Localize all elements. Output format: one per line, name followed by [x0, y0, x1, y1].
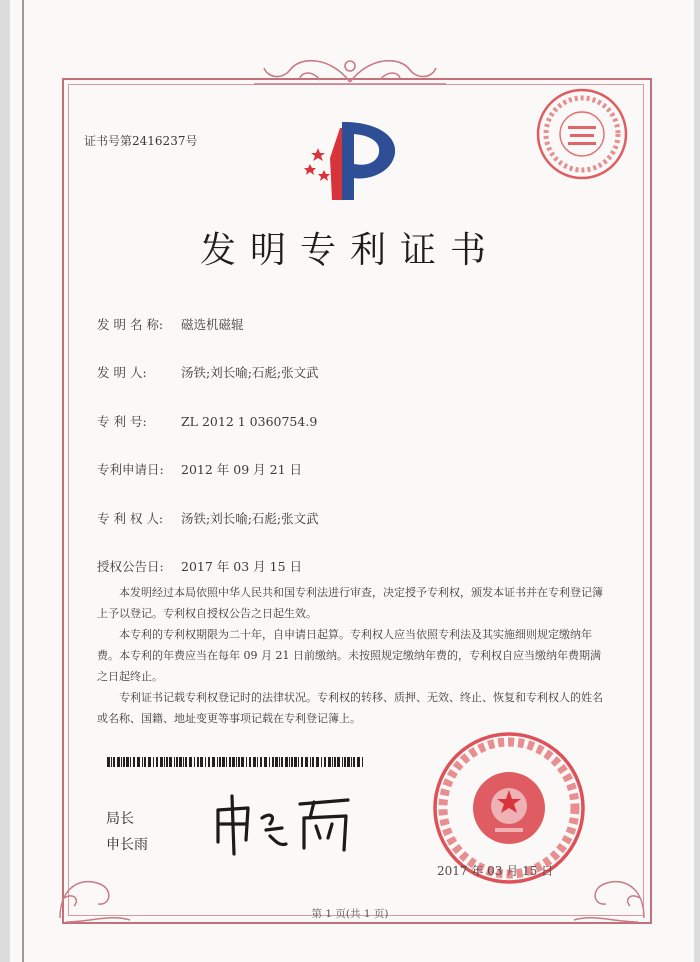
barcode-bar [253, 757, 256, 767]
barcode-bar [337, 757, 340, 767]
barcode-bar [272, 757, 274, 767]
field-label: 专利申请日: [97, 462, 164, 477]
body-paragraph-3: 专利证书记载专利权登记时的法律状况。专利权的转移、质押、无效、终止、恢复和专利权人的姓名或名称、国籍、地址变更等事项记载在专利登记簿上。 [97, 691, 603, 725]
barcode-bar [217, 757, 218, 767]
barcode-bar [205, 757, 206, 767]
barcode-bar [166, 757, 168, 767]
field-value: 2012 年 09 月 21 日 [181, 462, 302, 477]
barcode-bar [174, 757, 175, 767]
barcode-bar [222, 757, 225, 767]
barcode-bar [236, 757, 237, 767]
field-label: 专 利 权 人: [97, 511, 164, 526]
barcode-bar [332, 757, 333, 767]
barcode-bar [264, 757, 267, 767]
barcode-bar [246, 757, 247, 767]
barcode-bar [257, 757, 258, 767]
field-value: ZL 2012 1 0360754.9 [181, 414, 318, 429]
barcode-bar [289, 757, 290, 767]
barcode-bar [185, 757, 187, 767]
body-paragraph-1: 本发明经过本局依照中华人民共和国专利法进行审查，决定授予专利权，颁发本证书并在专利登记簿上予以登记。专利权自授权公告之日起生效。 [97, 586, 603, 620]
scan-edge [22, 0, 24, 962]
barcode-bar [194, 757, 195, 767]
barcode-bar [362, 757, 363, 767]
seal-date: 2017 年 03 月 15 日 [437, 864, 554, 878]
barcode-bar [351, 757, 352, 767]
barcode-bar [281, 757, 283, 767]
barcode-bar [156, 757, 158, 767]
field-label: 授权公告日: [97, 559, 164, 574]
barcode-bar [148, 757, 151, 767]
cert-no-value: 2416237 [132, 134, 186, 148]
agency-seal [534, 86, 630, 182]
barcode-bar [197, 757, 199, 767]
director-signature [208, 790, 358, 858]
top-ornament [250, 52, 450, 88]
barcode-bar [232, 757, 235, 767]
barcode-bar [179, 757, 182, 767]
body-paragraph-2: 本专利的专利权期限为二十年，自申请日起算。专利权人应当依照专利法及其实施细则规定缴纳年费。本专利的年费应当在每年 09 月 21 日前缴纳。未按照规定缴纳年费的，专利权自应当缴纳年费期满之日起终止。 [97, 628, 601, 683]
barcode-bar [334, 757, 336, 767]
barcode-bar [111, 757, 112, 767]
patent-office-logo [302, 118, 406, 202]
barcode-bar [208, 757, 210, 767]
barcode-bar [200, 757, 203, 767]
barcode-bar [153, 757, 154, 767]
barcode-bar [183, 757, 184, 767]
barcode-bar [126, 757, 129, 767]
barcode-bar [107, 757, 110, 767]
field-grant-date [97, 557, 302, 575]
director-name: 申长雨 [106, 837, 148, 853]
field-label: 发 明 人: [97, 365, 147, 380]
barcode-bar [121, 757, 122, 767]
field-value: 汤铁;刘长喻;石彪;张文武 [181, 365, 319, 380]
barcode-bar [275, 757, 278, 767]
barcode-bar [353, 757, 355, 767]
barcode-bar [117, 757, 120, 767]
barcode-bar [342, 757, 343, 767]
barcode-bar [260, 757, 262, 767]
barcode-bar [324, 757, 326, 767]
barcode-bar [133, 757, 135, 767]
barcode-bar [144, 757, 146, 767]
barcode-bar [137, 757, 140, 767]
barcode-bar [316, 757, 319, 767]
field-patentee [97, 509, 319, 527]
barcode-bar [321, 757, 322, 767]
field-patent-number [97, 412, 317, 430]
field-filing-date [97, 460, 302, 478]
barcode-bar [229, 757, 231, 767]
barcode-bar [130, 757, 131, 767]
barcode-bar [142, 757, 143, 767]
cert-no-label: 证书号第 [84, 134, 133, 148]
barcode-bar [305, 757, 308, 767]
barcode-bar [176, 757, 178, 767]
field-inventors [97, 363, 319, 381]
page-title: 发明专利证书 [199, 230, 500, 271]
barcode-bar [312, 757, 314, 767]
cert-no-suffix: 号 [185, 134, 198, 148]
field-value: 磁选机磁辊 [181, 317, 244, 332]
barcode-bar [310, 757, 311, 767]
barcode-bar [344, 757, 346, 767]
barcode-bar [291, 757, 293, 767]
barcode-bar [160, 757, 163, 767]
field-label: 发 明 名 称: [97, 317, 164, 332]
barcode-bar [219, 757, 221, 767]
barcode-bar [357, 757, 360, 767]
barcode-bar [169, 757, 172, 767]
barcode-bar [285, 757, 288, 767]
barcode-bar [328, 757, 331, 767]
field-invention-name [97, 315, 244, 333]
certificate-number [84, 132, 197, 149]
barcode-bar [294, 757, 297, 767]
barcode [107, 757, 365, 767]
barcode-bar [238, 757, 240, 767]
barcode-bar [123, 757, 125, 767]
barcode-bar [249, 757, 251, 767]
barcode-bar [301, 757, 303, 767]
barcode-bar [189, 757, 192, 767]
barcode-bar [269, 757, 270, 767]
barcode-bar [298, 757, 299, 767]
field-label: 专 利 号: [97, 414, 147, 429]
field-value: 2017 年 03 月 15 日 [181, 559, 302, 574]
barcode-bar [113, 757, 115, 767]
director-title: 局长 [106, 811, 134, 827]
barcode-bar [212, 757, 215, 767]
barcode-bar [164, 757, 165, 767]
barcode-bar [279, 757, 280, 767]
field-value: 汤铁;刘长喻;石彪;张文武 [181, 511, 319, 526]
barcode-bar [226, 757, 227, 767]
page-number: 第 1 页(共 1 页) [311, 908, 389, 920]
barcode-bar [241, 757, 244, 767]
barcode-bar [347, 757, 350, 767]
